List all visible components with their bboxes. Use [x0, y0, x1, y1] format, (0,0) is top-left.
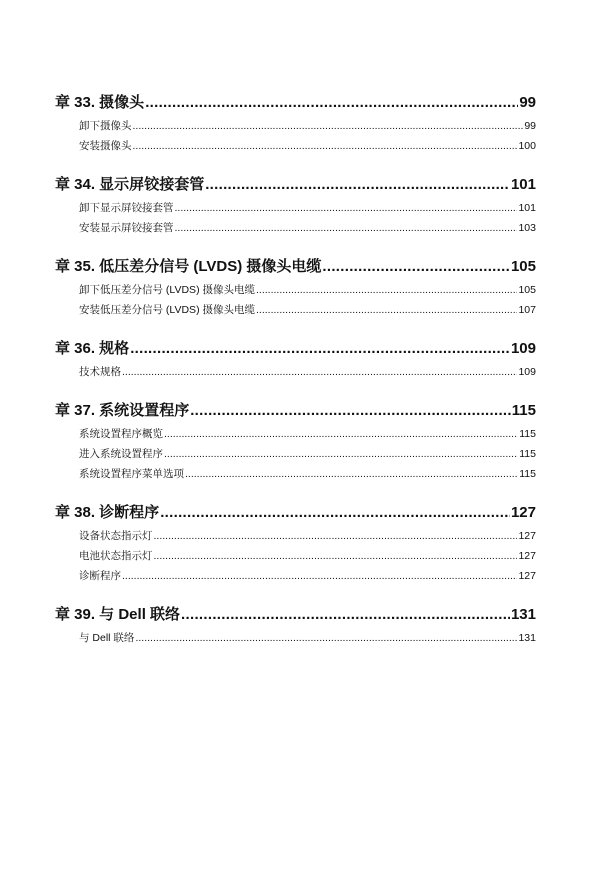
- toc-chapter: [55, 90, 536, 156]
- chapter-title: 章 37. 系统设置程序: [55, 402, 190, 419]
- dot-leader: [185, 464, 518, 484]
- chapter-heading-link[interactable]: [55, 602, 536, 628]
- entry-title: 设备状态指示灯: [79, 530, 153, 542]
- chapter-title: 章 39. 与 Dell 联络: [55, 606, 181, 623]
- entry-title: 技术规格: [79, 366, 121, 378]
- dot-leader: [130, 336, 510, 362]
- chapter-title: 章 34. 显示屏铰接套管: [55, 176, 205, 193]
- entry-page-number: 127: [518, 550, 536, 562]
- entry-title: 进入系统设置程序: [79, 448, 163, 460]
- dot-leader: [122, 362, 517, 382]
- dot-leader: [205, 172, 510, 198]
- chapter-heading-link[interactable]: [55, 500, 536, 526]
- toc-chapter: [55, 500, 536, 586]
- entry-page-number: 115: [519, 448, 536, 460]
- chapter-page-number: 127: [510, 504, 536, 521]
- toc-entry-link[interactable]: [55, 566, 536, 586]
- entry-page-number: 127: [518, 530, 536, 542]
- chapter-heading-link[interactable]: [55, 336, 536, 362]
- entry-page-number: 115: [519, 468, 536, 480]
- toc-chapter: [55, 602, 536, 648]
- entry-page-number: 101: [518, 202, 536, 214]
- dot-leader: [322, 254, 510, 280]
- entry-page-number: 100: [518, 140, 536, 152]
- dot-leader: [145, 90, 518, 116]
- chapter-heading-link[interactable]: [55, 254, 536, 280]
- entry-title: 与 Dell 联络: [79, 632, 135, 644]
- toc-entry-link[interactable]: [55, 218, 536, 238]
- entry-title: 安装显示屏铰接套管: [79, 222, 174, 234]
- chapter-title: 章 38. 诊断程序: [55, 504, 160, 521]
- toc-entry-link[interactable]: [55, 362, 536, 382]
- toc-entry-link[interactable]: [55, 424, 536, 444]
- toc-entry-link[interactable]: [55, 280, 536, 300]
- chapter-page-number: 131: [510, 606, 536, 623]
- dot-leader: [256, 280, 517, 300]
- chapter-page-number: 115: [511, 402, 536, 419]
- chapter-page-number: 99: [519, 94, 536, 111]
- chapter-title: 章 35. 低压差分信号 (LVDS) 摄像头电缆: [55, 258, 322, 275]
- chapter-title: 章 33. 摄像头: [55, 94, 145, 111]
- entry-title: 系统设置程序概览: [79, 428, 163, 440]
- dot-leader: [133, 116, 524, 136]
- toc-entry-link[interactable]: [55, 444, 536, 464]
- toc-chapter: [55, 254, 536, 320]
- dot-leader: [181, 602, 510, 628]
- toc-entry-link[interactable]: [55, 300, 536, 320]
- entry-page-number: 109: [518, 366, 536, 378]
- entry-page-number: 131: [518, 632, 536, 644]
- chapter-title: 章 36. 规格: [55, 340, 130, 357]
- entry-title: 卸下显示屏铰接套管: [79, 202, 174, 214]
- toc-entry-link[interactable]: [55, 546, 536, 566]
- dot-leader: [190, 398, 511, 424]
- dot-leader: [164, 444, 518, 464]
- toc-entry-link[interactable]: [55, 116, 536, 136]
- chapter-heading-link[interactable]: [55, 398, 536, 424]
- chapter-page-number: 101: [510, 176, 536, 193]
- chapter-page-number: 109: [510, 340, 536, 357]
- entry-page-number: 127: [518, 570, 536, 582]
- toc-entry-link[interactable]: [55, 136, 536, 156]
- dot-leader: [256, 300, 517, 320]
- entry-title: 诊断程序: [79, 570, 121, 582]
- dot-leader: [175, 218, 518, 238]
- dot-leader: [154, 546, 518, 566]
- dot-leader: [135, 628, 517, 648]
- dot-leader: [164, 424, 518, 444]
- toc-chapter: [55, 336, 536, 382]
- entry-page-number: 115: [519, 428, 536, 440]
- toc-chapter: [55, 172, 536, 238]
- entry-title: 安装低压差分信号 (LVDS) 摄像头电缆: [79, 304, 255, 316]
- dot-leader: [133, 136, 518, 156]
- entry-page-number: 105: [518, 284, 536, 296]
- chapter-heading-link[interactable]: [55, 90, 536, 116]
- toc-entry-link[interactable]: [55, 198, 536, 218]
- dot-leader: [122, 566, 517, 586]
- entry-page-number: 107: [518, 304, 536, 316]
- dot-leader: [175, 198, 518, 218]
- table-of-contents: [55, 90, 536, 664]
- entry-page-number: 99: [524, 120, 536, 132]
- entry-title: 系统设置程序菜单选项: [79, 468, 184, 480]
- dot-leader: [160, 500, 510, 526]
- entry-title: 卸下低压差分信号 (LVDS) 摄像头电缆: [79, 284, 255, 296]
- entry-title: 卸下摄像头: [79, 120, 132, 132]
- dot-leader: [154, 526, 518, 546]
- toc-entry-link[interactable]: [55, 628, 536, 648]
- toc-entry-link[interactable]: [55, 464, 536, 484]
- toc-chapter: [55, 398, 536, 484]
- chapter-page-number: 105: [510, 258, 536, 275]
- entry-page-number: 103: [518, 222, 536, 234]
- chapter-heading-link[interactable]: [55, 172, 536, 198]
- entry-title: 电池状态指示灯: [79, 550, 153, 562]
- toc-entry-link[interactable]: [55, 526, 536, 546]
- entry-title: 安装摄像头: [79, 140, 132, 152]
